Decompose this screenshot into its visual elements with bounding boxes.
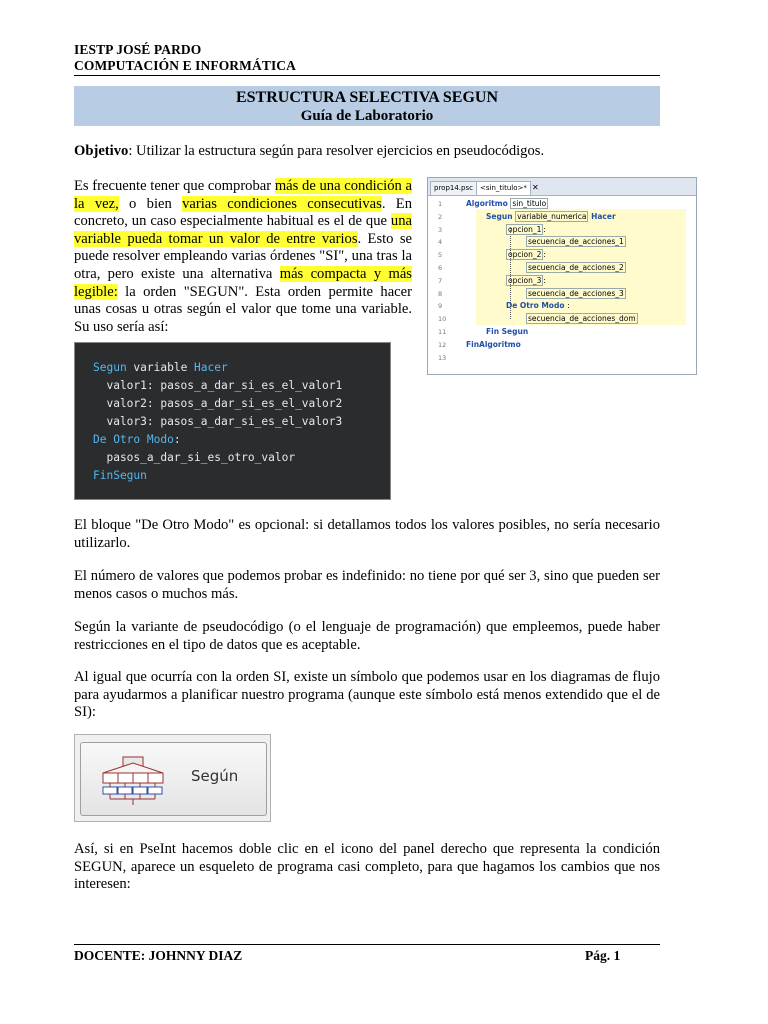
- code-line-1: [93, 361, 228, 374]
- intro-highlight-1: más de una condición a la vez,: [74, 178, 412, 212]
- editor-line-number: 11: [438, 328, 447, 336]
- editor-line-content: [526, 313, 638, 326]
- editor-line-number: 10: [438, 315, 447, 324]
- footer-page-number: Pág. 1: [585, 948, 621, 963]
- editor-line-number: 9: [438, 302, 443, 311]
- segun-button-label: Según: [191, 767, 239, 785]
- editor-line-content: [506, 224, 546, 237]
- editor-tab-bar: [428, 178, 696, 196]
- editor-placeholder: secuencia_de_acciones_3: [528, 288, 624, 298]
- editor-line: [428, 339, 696, 352]
- code-colon: :: [173, 433, 181, 446]
- intro-highlight-2: varias condiciones consecutivas: [182, 195, 382, 212]
- editor-line: [428, 211, 696, 224]
- editor-line: [428, 249, 696, 262]
- editor-keyword-suffix: :: [543, 250, 546, 260]
- editor-line: [428, 198, 696, 211]
- segun-diagram-icon: [81, 743, 181, 815]
- code-keyword-de-otro-modo: De Otro Modo: [93, 433, 174, 446]
- code-line-6: pasos_a_dar_si_es_otro_valor: [93, 451, 296, 464]
- editor-keyword: Segun: [486, 211, 516, 221]
- editor-line-content: [466, 339, 521, 352]
- editor-tab-prop14[interactable]: prop14.psc: [430, 181, 477, 195]
- editor-line: [428, 224, 696, 237]
- objective-paragraph: [74, 143, 660, 161]
- editor-line-content: [526, 236, 626, 249]
- editor-keyword: FinAlgoritmo: [466, 339, 521, 349]
- pseint-editor-screenshot: [427, 177, 697, 375]
- editor-keyword-suffix: Hacer: [588, 211, 616, 221]
- header-department: COMPUTACIÓN E INFORMÁTICA: [74, 58, 296, 73]
- editor-tab-sin-titulo[interactable]: [476, 181, 531, 195]
- intro-text-5: la orden "SEGUN". Esta orden permite hacer unas cosas u otras según el valor que tome una variable. Su uso sería así:: [74, 283, 412, 335]
- editor-line-number: 2: [438, 212, 443, 221]
- document-subtitle: Guía de Laboratorio: [300, 108, 434, 124]
- editor-line-content: [486, 211, 616, 224]
- editor-placeholder: secuencia_de_acciones_dom: [528, 314, 636, 324]
- editor-line: [428, 236, 696, 249]
- code-keyword-hacer: Hacer: [194, 361, 228, 374]
- code-keyword-segun: Segun: [93, 361, 127, 374]
- editor-placeholder: secuencia_de_acciones_2: [528, 263, 624, 272]
- paragraph-variante: Según la variante de pseudocódigo (o el lenguaje de programación) que empleemos, puede haber restricciones en el tipo de datos que es aceptable.: [74, 619, 660, 653]
- editor-line-content: [526, 262, 626, 275]
- intro-highlight-4: más compacta y más legible:: [74, 265, 412, 300]
- editor-line: [428, 275, 696, 288]
- editor-line: [428, 326, 696, 339]
- editor-line-content: [506, 300, 570, 313]
- editor-placeholder: opcion_1: [508, 224, 542, 234]
- paragraph-pseint: Así, si en PseInt hacemos doble clic en el icono del panel derecho que representa la condición SEGUN, aparece un esqueleto de programa casi completo, para que hagamos los cambios que nos interesen:: [74, 841, 660, 893]
- editor-line-content: [526, 288, 626, 301]
- code-variable: variable: [126, 361, 195, 374]
- segun-symbol-button: [74, 734, 271, 822]
- editor-line-number: 5: [438, 251, 443, 260]
- editor-placeholder: sin_titulo: [512, 199, 547, 208]
- intro-text-3: . En concreto, un caso especialmente habitual es el de que: [74, 195, 412, 230]
- editor-placeholder: opcion_3: [508, 275, 542, 285]
- code-line-5: [93, 433, 181, 446]
- intro-paragraph: [74, 178, 412, 336]
- objective-label: Objetivo: [74, 143, 129, 159]
- editor-line-content: [506, 249, 546, 262]
- paragraph-valores: El número de valores que podemos probar es indefinido: no tiene por qué ser 3, sino que pueden ser menos casos o muchos más.: [74, 568, 660, 602]
- intro-text-2: o bien: [118, 195, 183, 212]
- editor-line: [428, 262, 696, 275]
- editor-line-content: [486, 326, 528, 339]
- editor-keyword: De Otro Modo: [506, 301, 568, 311]
- code-line-3: valor2: pasos_a_dar_si_es_el_valor2: [93, 397, 343, 410]
- paragraph-otro-modo: El bloque "De Otro Modo" es opcional: si detallamos todos los valores posibles, no sería necesario utilizarlo.: [74, 517, 660, 551]
- footer-rule: [74, 944, 660, 945]
- header-rule: [74, 75, 660, 76]
- editor-line-number: 13: [438, 353, 447, 362]
- editor-line-number: 7: [438, 276, 443, 285]
- intro-highlight-3: una variable pueda tomar un valor de entre varios: [74, 213, 412, 247]
- editor-line: [428, 288, 696, 301]
- code-example-box: [74, 342, 391, 500]
- document-title: ESTRUCTURA SELECTIVA SEGUN: [235, 89, 498, 106]
- editor-line: [428, 300, 696, 313]
- editor-line-number: 3: [438, 225, 443, 234]
- editor-line-number: 1: [438, 200, 443, 208]
- title-box: [74, 86, 660, 126]
- editor-keyword: Fin Segun: [486, 327, 529, 336]
- editor-keyword-suffix: :: [543, 275, 546, 285]
- editor-keyword-suffix: :: [567, 301, 570, 311]
- editor-keyword: Algoritmo: [466, 199, 511, 208]
- objective-text: : Utilizar la estructura según para resolver ejercicios en pseudocódigos.: [128, 143, 545, 159]
- editor-line: [428, 352, 696, 365]
- segun-button-face: [80, 742, 267, 816]
- editor-keyword-suffix: :: [543, 224, 546, 234]
- header-institute: IESTP JOSÉ PARDO: [74, 42, 202, 57]
- editor-line-number: 6: [438, 264, 443, 272]
- close-tab-icon[interactable]: ✕: [532, 183, 539, 192]
- editor-placeholder: variable_numerica: [517, 211, 587, 221]
- editor-line-content: [506, 275, 546, 288]
- editor-line-number: 12: [438, 340, 447, 349]
- editor-line: [428, 313, 696, 326]
- editor-line-content: [466, 198, 548, 211]
- editor-tab-label: <sin_titulo>*: [480, 184, 527, 192]
- editor-line-number: 8: [438, 289, 443, 298]
- code-line-7: FinSegun: [93, 469, 147, 482]
- footer-teacher: DOCENTE: JOHNNY DIAZ: [74, 948, 243, 963]
- intro-text-1: Es frecuente tener que comprobar: [74, 178, 275, 194]
- code-line-4: valor3: pasos_a_dar_si_es_el_valor3: [93, 415, 343, 428]
- code-line-2: valor1: pasos_a_dar_si_es_el_valor1: [93, 379, 343, 392]
- editor-placeholder: secuencia_de_acciones_1: [528, 237, 624, 247]
- intro-text-4: . Esto se puede resolver empleando varias órdenes "SI", una tras la otra, pero existe una alternativa: [74, 230, 412, 282]
- editor-placeholder: opcion_2: [508, 250, 542, 260]
- editor-line-number: 4: [438, 238, 443, 247]
- paragraph-simbolo: Al igual que ocurría con la orden SI, existe un símbolo que podemos usar en los diagramas de flujo para ayudarmos a planificar nuestro programa (aunque este símbolo está menos extendido que el de SI):: [74, 669, 660, 721]
